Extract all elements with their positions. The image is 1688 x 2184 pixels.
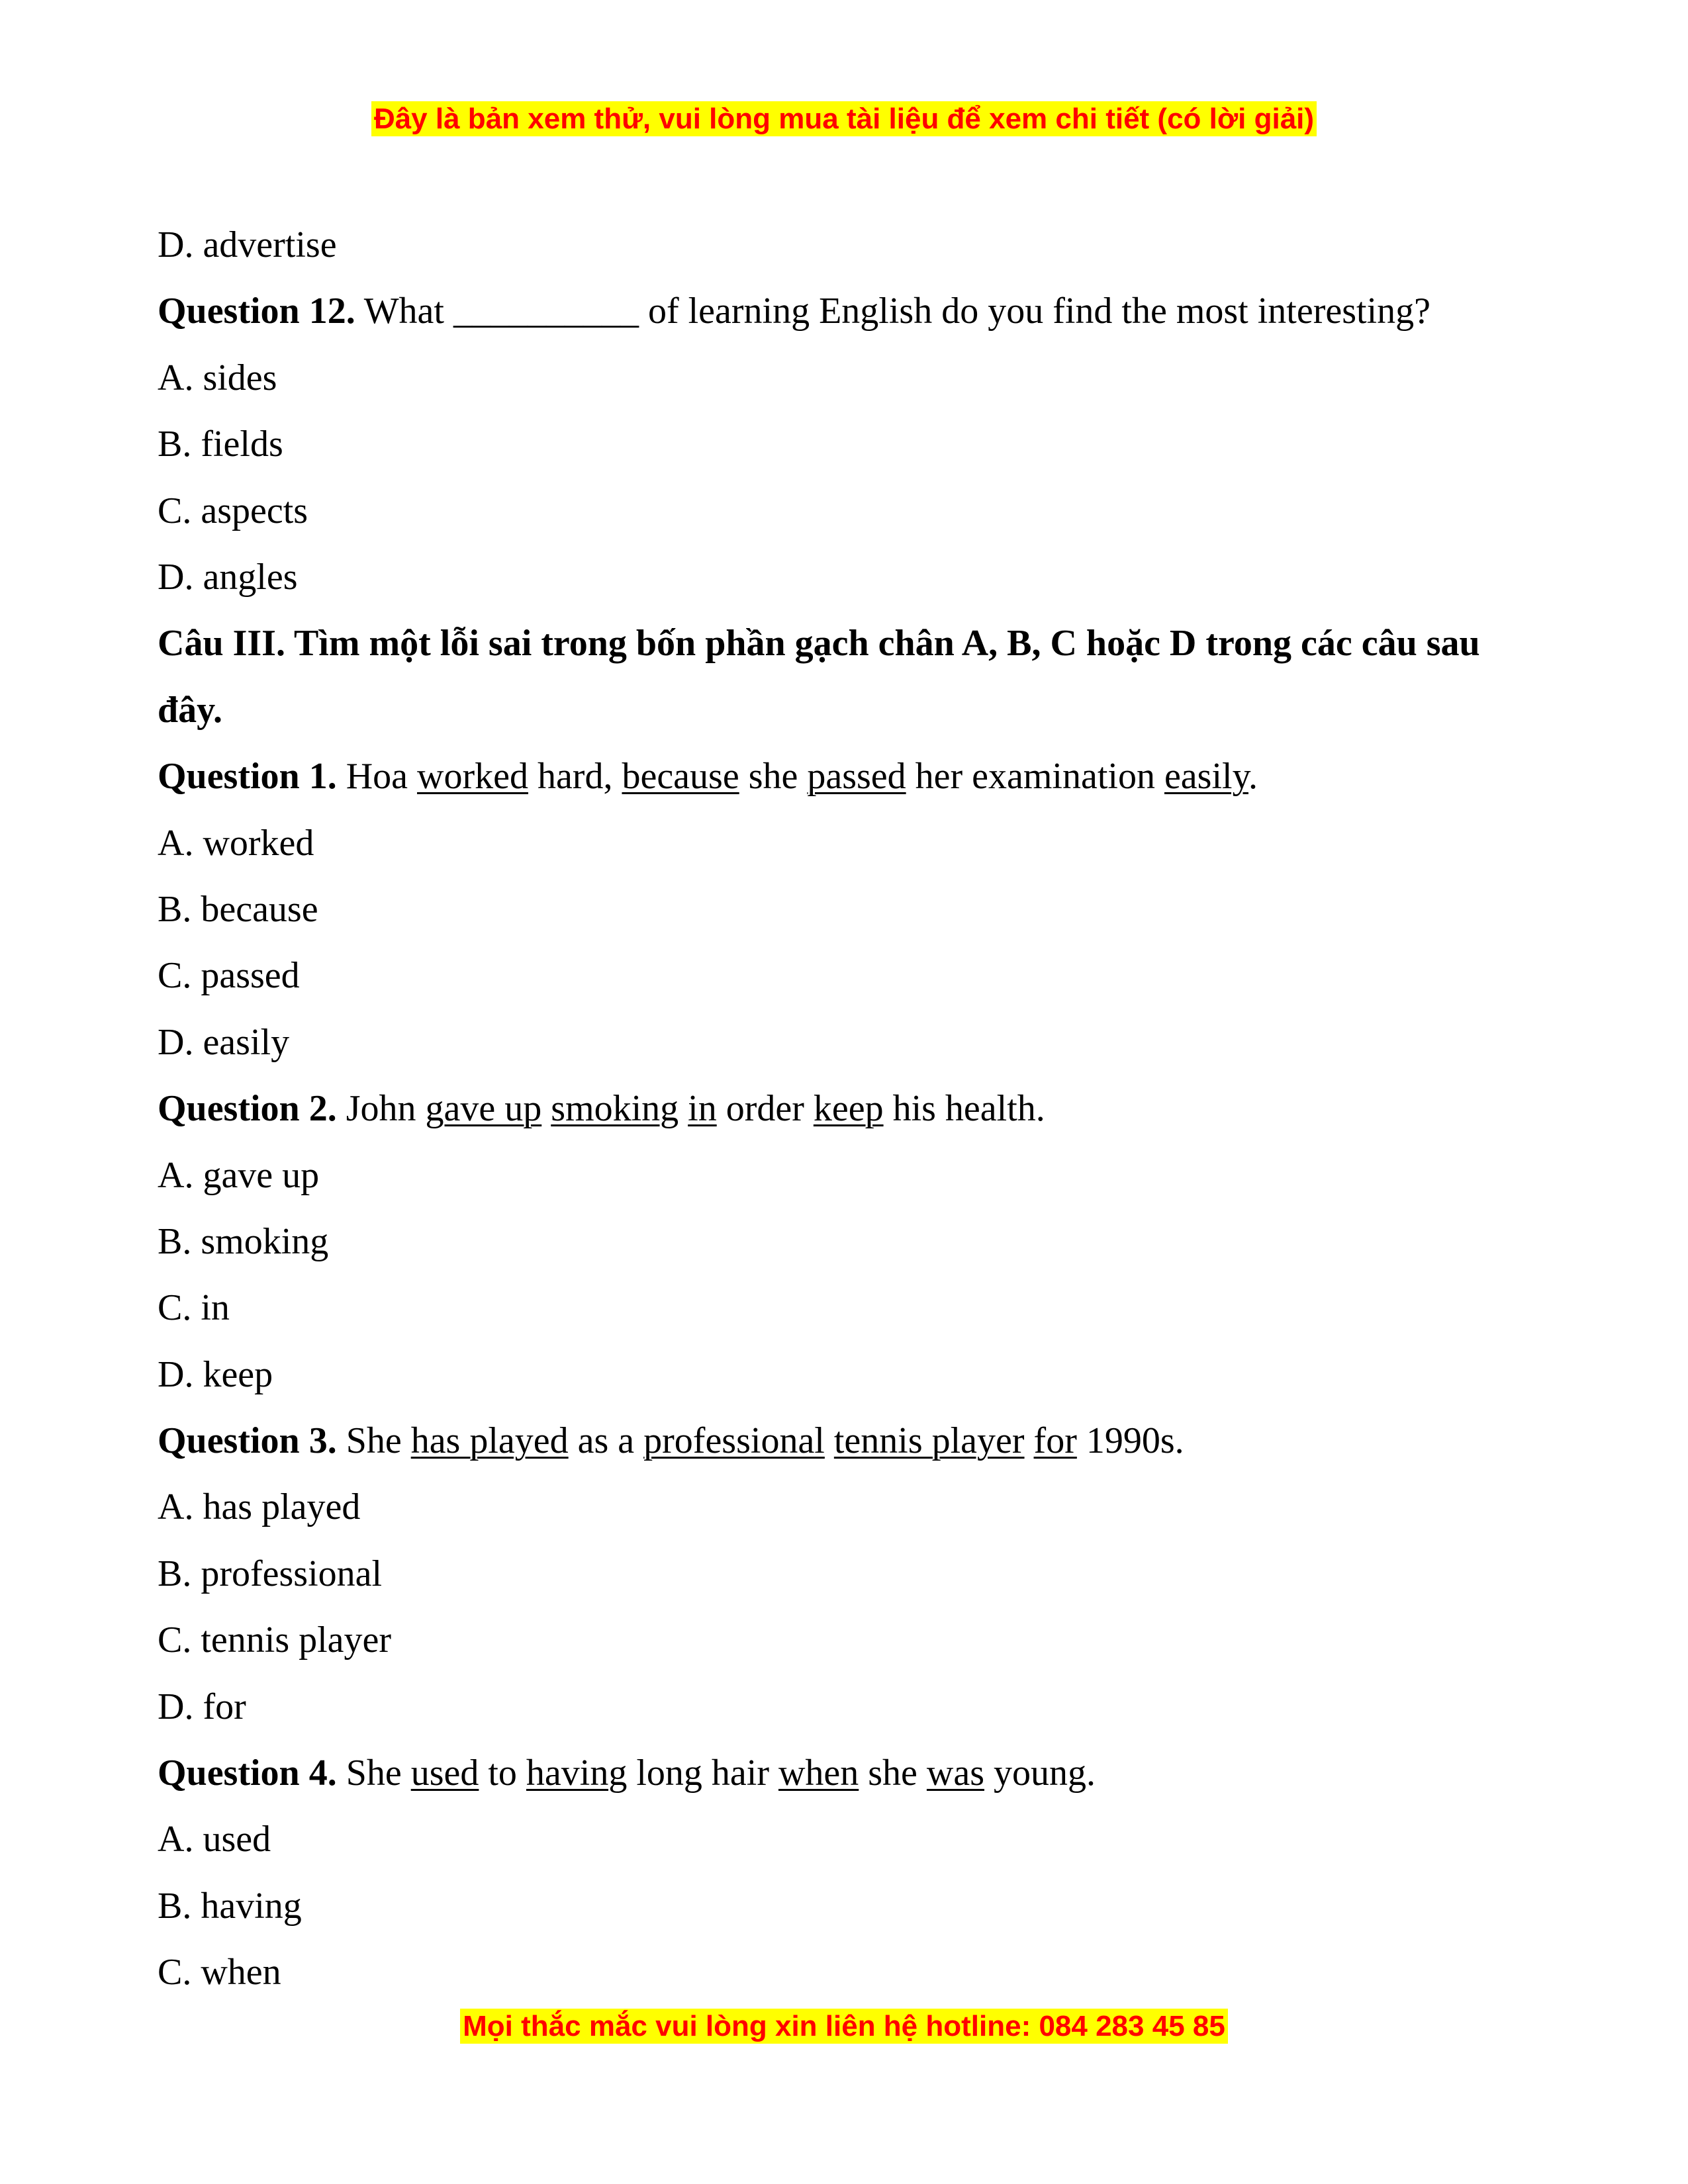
underlined-part-b: having xyxy=(526,1752,628,1794)
q3-option-d: D. for xyxy=(158,1686,246,1727)
sentence-text: his health. xyxy=(883,1088,1045,1130)
underlined-part-a: used xyxy=(410,1752,479,1794)
underlined-part-a: worked xyxy=(417,756,528,797)
sentence-text: to xyxy=(479,1752,526,1794)
question-text: What __________ of learning English do you find the most interesting? xyxy=(355,291,1430,332)
q1-option-c: C. passed xyxy=(158,955,300,997)
q12-option-b: B. fields xyxy=(158,424,283,465)
sentence-text: as a xyxy=(568,1420,644,1462)
question-1 xyxy=(158,743,1548,809)
underlined-part-d: was xyxy=(926,1752,985,1794)
underlined-part-b: professional xyxy=(643,1420,825,1462)
q1-option-a: A. worked xyxy=(158,822,314,864)
sentence-text: long hair xyxy=(627,1752,778,1794)
question-label: Question 1. xyxy=(158,756,337,797)
q12-option-a: A. sides xyxy=(158,357,277,398)
q12-option-d: D. angles xyxy=(158,556,298,598)
sentence-text xyxy=(541,1088,551,1129)
question-label: Question 4. xyxy=(158,1752,337,1794)
sentence-text: she xyxy=(739,756,808,797)
q1-option-b: B. because xyxy=(158,888,318,930)
section-heading: Câu III. Tìm một lỗi sai trong bốn phần gạch chân A, B, C hoặc D trong các câu sau đây. xyxy=(158,623,1480,731)
q2-option-c: C. in xyxy=(158,1287,230,1329)
underlined-part-c: when xyxy=(778,1752,859,1794)
q2-option-b: B. smoking xyxy=(158,1220,329,1262)
sentence-text: she xyxy=(859,1752,927,1794)
question-label: Question 2. xyxy=(158,1088,337,1130)
sentence-text: her examination xyxy=(906,756,1164,797)
option-prev-d: D. advertise xyxy=(158,224,337,265)
sentence-text: hard, xyxy=(528,756,622,797)
underlined-part-d: easily xyxy=(1164,756,1248,797)
sentence-text xyxy=(679,1088,688,1129)
q3-option-b: B. professional xyxy=(158,1553,383,1594)
sentence-text: 1990s. xyxy=(1076,1420,1184,1462)
preview-notice-text: Đây là bản xem thử, vui lòng mua tài liệu để xem chi tiết (có lời giải) xyxy=(371,101,1317,136)
sentence-text: She xyxy=(336,1420,411,1462)
sentence-text: order xyxy=(716,1088,814,1130)
underlined-part-b: because xyxy=(622,756,739,797)
underlined-part-c: tennis player xyxy=(833,1420,1025,1462)
underlined-part-c: in xyxy=(688,1088,717,1130)
question-label: Question 3. xyxy=(158,1420,337,1462)
question-label: Question 12. xyxy=(158,291,355,332)
question-12 xyxy=(158,278,1548,344)
q3-option-a: A. has played xyxy=(158,1486,361,1528)
underlined-part-b: smoking xyxy=(551,1088,679,1130)
q3-option-c: C. tennis player xyxy=(158,1619,392,1661)
underlined-part-d: keep xyxy=(813,1088,884,1130)
q4-option-a: A. used xyxy=(158,1819,271,1860)
question-4 xyxy=(158,1740,1548,1806)
preview-notice-banner xyxy=(0,99,1688,139)
hotline-notice-banner xyxy=(0,2007,1688,2046)
sentence-text: young. xyxy=(984,1752,1096,1794)
underlined-part-a: has played xyxy=(410,1420,569,1462)
underlined-part-a: gave up xyxy=(425,1088,542,1130)
underlined-part-c: passed xyxy=(807,756,906,797)
q2-option-d: D. keep xyxy=(158,1353,273,1395)
q4-option-b: B. having xyxy=(158,1885,302,1927)
sentence-text xyxy=(825,1420,834,1461)
hotline-notice-text: Mọi thắc mắc vui lòng xin liên hệ hotline: 084 283 45 85 xyxy=(460,2009,1228,2044)
q4-option-c: C. when xyxy=(158,1952,281,1993)
question-3 xyxy=(158,1408,1548,1474)
sentence-text: She xyxy=(336,1752,411,1794)
q12-option-c: C. aspects xyxy=(158,490,308,531)
underlined-part-d: for xyxy=(1033,1420,1077,1462)
q2-option-a: A. gave up xyxy=(158,1154,320,1196)
question-2 xyxy=(158,1075,1548,1142)
sentence-text xyxy=(1025,1420,1034,1461)
document-body xyxy=(158,212,1548,2006)
q1-option-d: D. easily xyxy=(158,1021,290,1063)
sentence-text: . xyxy=(1248,756,1258,797)
sentence-text: Hoa xyxy=(336,756,417,797)
sentence-text: John xyxy=(336,1088,426,1130)
